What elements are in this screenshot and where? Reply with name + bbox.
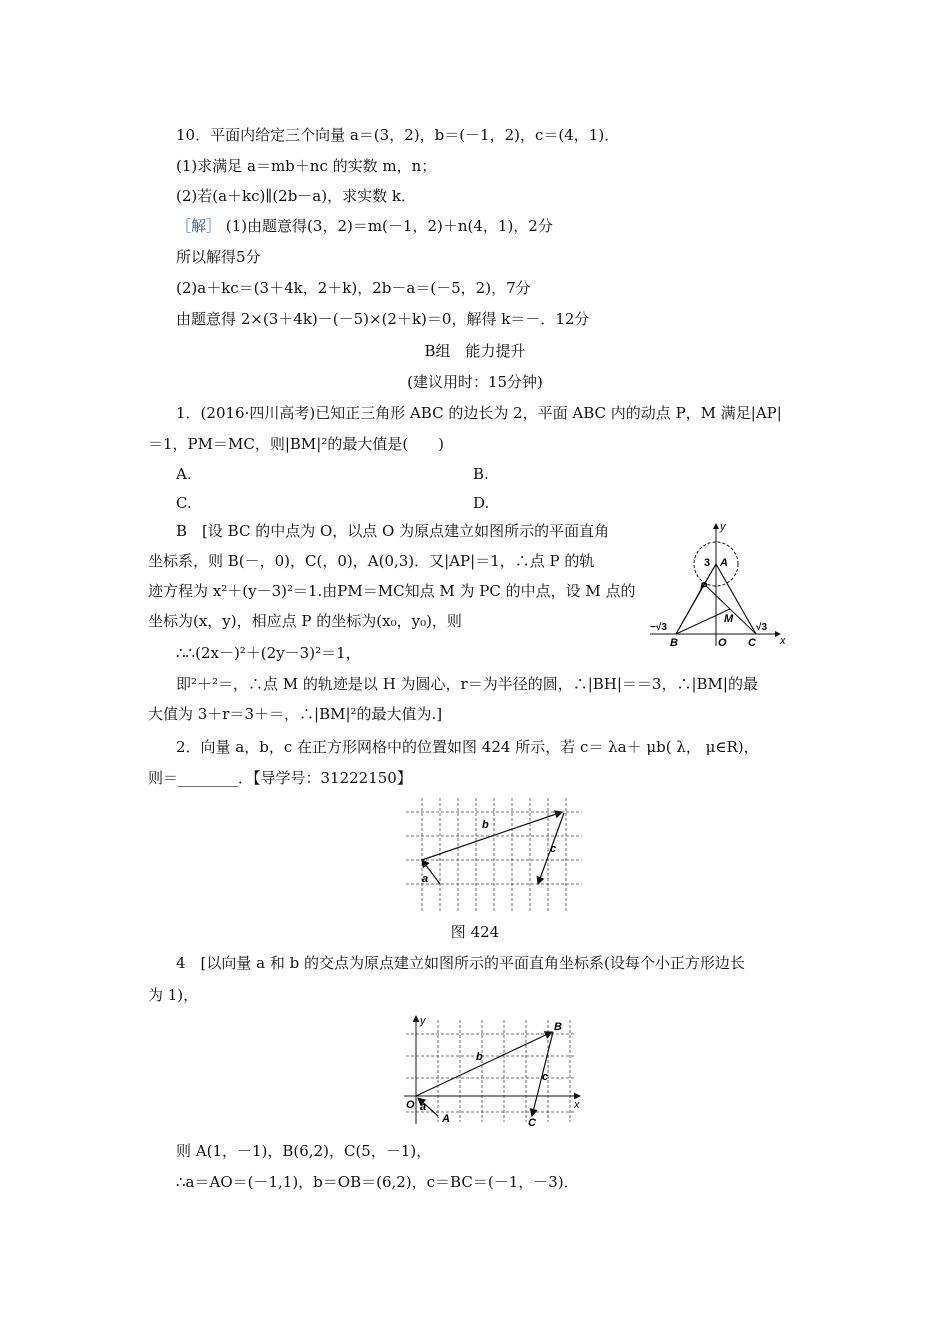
q1-solution-1: B [设 BC 的中点为 O，以点 O 为原点建立如图所示的平面直角 [176, 522, 610, 540]
section-title: B组 能力提升 [424, 342, 526, 360]
fig1-label-sqrt3: √3 [756, 622, 768, 633]
q2-solution-2: 为 1)， [148, 986, 199, 1004]
fig3-label-b-point: B [554, 1021, 562, 1033]
fig1-label-o: O [718, 637, 727, 649]
vector-b-2 [416, 1032, 552, 1096]
figure-caption: 图 424 [450, 923, 500, 941]
fig1-label-a: A [720, 557, 728, 569]
triangle-circle-figure [640, 518, 790, 650]
p10-solution-line-1 [176, 216, 553, 236]
p10-line-2: (1)求满足 a＝mb＋nc 的实数 m，n； [176, 157, 437, 175]
fig3-label-o: O [406, 1099, 415, 1111]
q1-solution-6: 即²＋²＝，∴点 M 的轨迹是以 H 为圆心，r＝为半径的圆，∴|BH|＝＝3，∴|BM|的最 [176, 675, 758, 693]
fig1-label-3: 3 [704, 557, 711, 569]
fig3-label-c: c [542, 1071, 549, 1083]
fig3-label-a-point: A [442, 1113, 450, 1125]
q1-solution-7: 大值为 3＋r＝3＋＝，∴|BM|²的最大值为.] [148, 705, 443, 723]
q1-line-1: 1．(2016·四川高考)已知正三角形 ABC 的边长为 2，平面 ABC 内的动点 P，M 满足|AP| [176, 404, 782, 422]
fig2-label-c: c [550, 843, 557, 855]
fig1-label-m: M [724, 613, 734, 625]
q1-option-a: A. [176, 465, 192, 483]
vector-grid-figure [404, 798, 584, 914]
p10-line-3: (2)若(a＋kc)∥(2b－a)，求实数 k． [176, 187, 416, 205]
fig3-label-y: y [420, 1015, 426, 1027]
fig1-label-neg-sqrt3: −√3 [650, 622, 667, 633]
fig1-label-p: P [700, 581, 708, 593]
coordinate-grid-figure [398, 1012, 588, 1128]
fig1-label-y: y [720, 521, 726, 533]
q1-solution-5: ∴∴(2x－)²＋(2y－3)²＝1， [176, 644, 361, 662]
fig1-label-c: C [748, 637, 756, 649]
fig2-label-a: a [422, 873, 429, 885]
p10-solution-line-4: 由题意得 2×(3＋4k)－(－5)×(2＋k)＝0，解得 k＝－．12分 [176, 310, 590, 328]
fig3-label-x: x [574, 1099, 580, 1111]
q2-line-2: 则＝________．【导学号：31222150】 [148, 769, 412, 787]
p10-solution-text-1: (1)由题意得(3，2)＝m(－1，2)＋n(4，1)，2分 [225, 217, 553, 235]
solution-tag: ［解］ [176, 217, 222, 235]
p10-line-1: 10．平面内给定三个向量 a＝(3，2)，b＝(－1，2)，c＝(4，1)． [176, 126, 620, 144]
fig3-label-a: a [420, 1101, 427, 1113]
q1-line-2: ＝1，PM＝MC，则|BM|²的最大值是( ) [148, 435, 445, 453]
fig1-label-x: x [780, 635, 786, 647]
q2-solution-4: ∴a＝AO＝(－1,1)，b＝OB＝(6,2)，c＝BC＝(－1，－3)． [176, 1173, 579, 1191]
q2-solution-1: 4 [以向量 a 和 b 的交点为原点建立如图所示的平面直角坐标系(设每个小正方形边长 [176, 954, 745, 972]
fig3-label-b: b [476, 1051, 483, 1063]
grid-lines [406, 798, 582, 912]
q2-solution-3: 则 A(1，－1)，B(6,2)，C(5，－1)， [176, 1142, 432, 1160]
q1-solution-3: 迹方程为 x²＋(y－3)²＝1.由PM＝MC知点 M 为 PC 的中点，设 M 点的 [148, 582, 636, 600]
section-time: (建议用时：15分钟) [407, 373, 543, 391]
q1-option-c: C. [176, 494, 192, 512]
q1-solution-4: 坐标为(x，y)，相应点 P 的坐标为(x₀，y₀)，则 [148, 612, 462, 630]
fig2-label-b: b [482, 819, 489, 831]
fig1-label-b: B [670, 637, 678, 649]
p10-solution-line-3: (2)a＋kc＝(3＋4k，2＋k)，2b－a＝(－5，2)，7分 [176, 279, 531, 297]
q1-option-d: D. [473, 494, 490, 512]
p10-solution-line-2: 所以解得5分 [176, 248, 261, 266]
fig3-label-c-point: C [528, 1117, 536, 1128]
q2-line-1: 2．向量 a，b，c 在正方形网格中的位置如图 424 所示，若 c＝ λa＋ μb( λ， μ∈R)， [176, 738, 759, 756]
q1-solution-2: 坐标系，则 B(－，0)，C(，0)，A(0,3)．又|AP|＝1，∴点 P 的轨 [148, 552, 595, 570]
grid-lines-2 [406, 1020, 576, 1122]
q1-option-b: B. [473, 465, 489, 483]
